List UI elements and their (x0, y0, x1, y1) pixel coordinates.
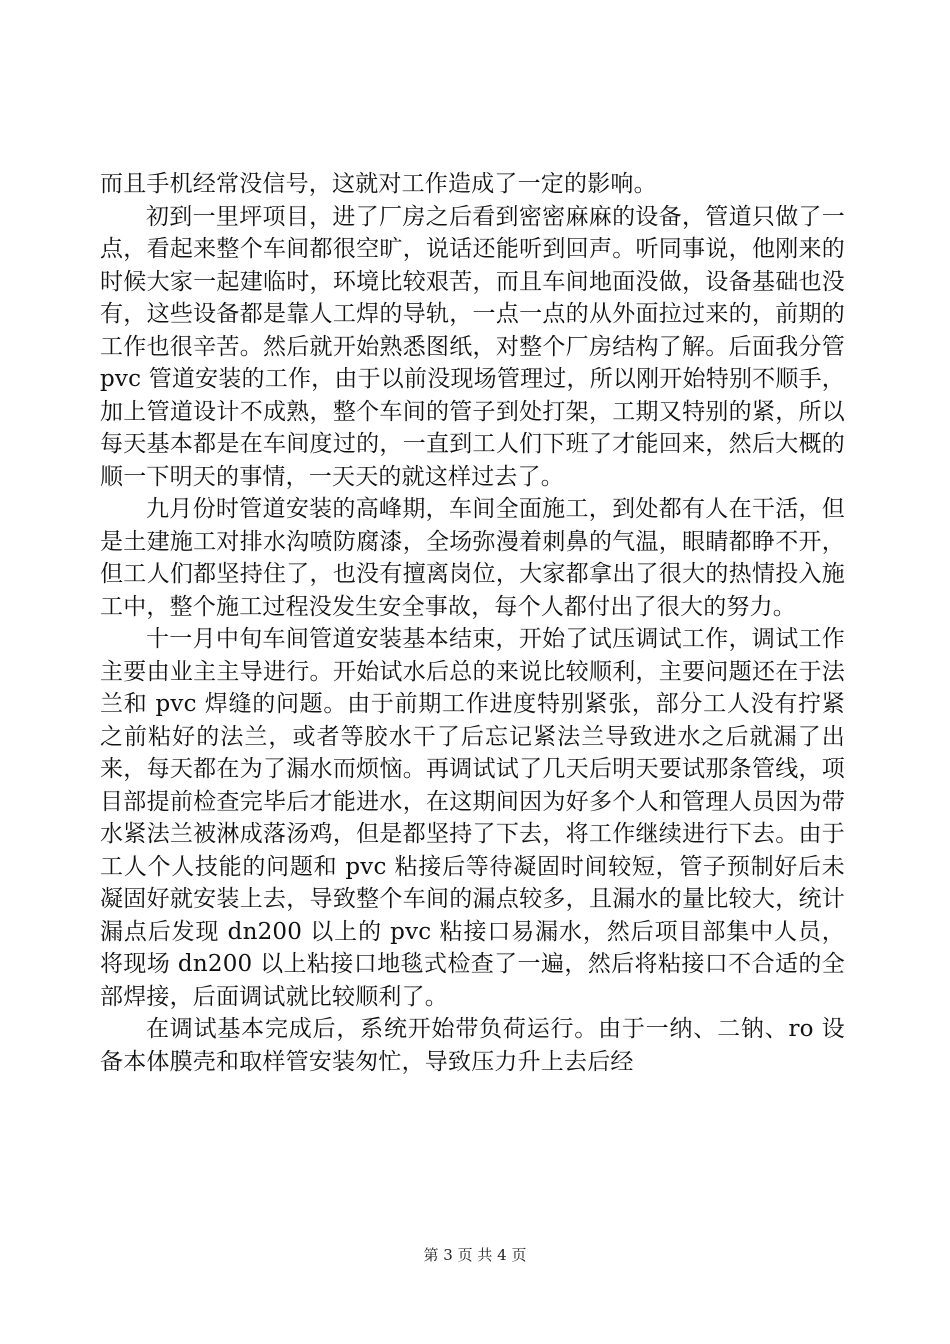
paragraph-5: 在调试基本完成后，系统开始带负荷运行。由于一纳、二钠、ro 设备本体膜壳和取样管安装匆忙，导致压力升上去后经 (100, 1016, 845, 1075)
paragraph-4: 十一月中旬车间管道安装基本结束，开始了试压调试工作，调试工作主要由业主主导进行。开始试水后总的来说比较顺利，主要问题还在于法兰和 pvc 焊缝的问题。由于前期工作进度特别紧张，部分工人没有拧紧之前粘好的法兰，或者等胶水干了后忘记紧法兰导致进水之后就漏了出来，每天都在为了漏水而烦恼。再调试试了几天后明天要试那条管线，项目部提前检查完毕后才能进水，在这期间因为好多个人和管理人员因为带水紧法兰被淋成落汤鸡，但是都坚持了下去，将工作继续进行下去。由于工人个人技能的问题和 pvc 粘接后等待凝固时间较短，管子预制好后未凝固好就安装上去，导致整个车间的漏点较多，且漏水的量比较大，统计漏点后发现 dn200 以上的 pvc 粘接口易漏水，然后项目部集中人员，将现场 dn200 以上粘接口地毯式检查了一遍，然后将粘接口不合适的全部焊接，后面调试就比较顺利了。 (100, 626, 845, 1010)
paragraph-3: 九月份时管道安装的高峰期，车间全面施工，到处都有人在干活，但是土建施工对排水沟喷防腐漆，全场弥漫着刺鼻的气温，眼睛都睁不开，但工人们都坚持住了，也没有擅离岗位，大家都拿出了很大的热情投入施工中，整个施工过程没发生安全事故，每个人都付出了很大的努力。 (100, 496, 845, 620)
paragraph-2: 初到一里坪项目，进了厂房之后看到密密麻麻的设备，管道只做了一点，看起来整个车间都很空旷，说话还能听到回声。听同事说，他刚来的时候大家一起建临时，环境比较艰苦，而且车间地面没做，设备基础也没有，这些设备都是靠人工焊的导轨，一点一点的从外面拉过来的，前期的工作也很辛苦。然后就开始熟悉图纸，对整个厂房结构了解。后面我分管 pvc 管道安装的工作，由于以前没现场管理过，所以刚开始特别不顺手，加上管道设计不成熟，整个车间的管子到处打架，工期又特别的紧，所以每天基本都是在车间度过的，一直到工人们下班了才能回来，然后大概的顺一下明天的事情，一天天的就这样过去了。 (100, 203, 845, 490)
document-body (100, 168, 845, 1078)
page-footer: 第 3 页 共 4 页 (423, 1246, 527, 1264)
paragraph-1: 而且手机经常没信号，这就对工作造成了一定的影响。 (100, 171, 657, 197)
